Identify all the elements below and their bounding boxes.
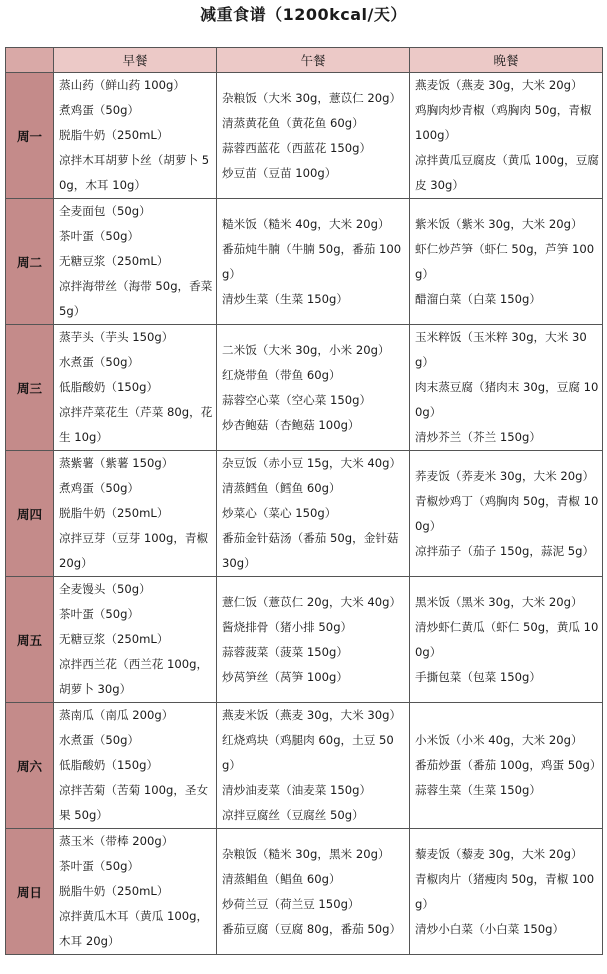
breakfast-cell	[54, 451, 217, 577]
meal-item: 番茄金针菇汤（番茄 50g，金针菇 30g）	[222, 531, 399, 570]
table-row	[6, 577, 603, 703]
meal-item: 蒜蓉菠菜（菠菜 150g）	[222, 644, 348, 659]
meal-item: 茶叶蛋（50g）	[59, 229, 140, 243]
meal-item: 清炒虾仁黄瓜（虾仁 50g，黄瓜 100g）	[415, 619, 599, 659]
meal-item: 黑米饭（黑米 30g，大米 20g）	[415, 594, 583, 609]
lunch-cell	[217, 73, 410, 199]
meal-item: 蒸芋头（芋头 150g）	[59, 330, 174, 344]
day-label: 周四	[6, 451, 54, 577]
meal-item: 水煮蛋（50g）	[59, 355, 140, 369]
meal-item: 清炒小白菜（小白菜 150g）	[415, 921, 565, 936]
meal-item: 二米饭（大米 30g，小米 20g）	[222, 342, 390, 357]
meal-item: 清炒芥兰（芥兰 150g）	[415, 430, 541, 444]
meal-item: 清炒油麦菜（油麦菜 150g）	[222, 783, 372, 797]
meal-item: 蒜蓉空心菜（空心菜 150g）	[222, 392, 372, 407]
header-dinner: 晚餐	[410, 48, 603, 73]
meal-item: 蒸南瓜（南瓜 200g）	[59, 708, 174, 722]
meal-item: 脱脂牛奶（250mL）	[59, 506, 169, 520]
meal-item: 薏仁饭（薏苡仁 20g，大米 40g）	[222, 594, 402, 609]
dinner-cell	[410, 199, 603, 325]
meal-item: 玉米粹饭（玉米粹 30g，大米 30g）	[415, 330, 587, 369]
meal-item: 低脂酸奶（150g）	[59, 758, 159, 772]
day-label: 周二	[6, 199, 54, 325]
meal-item: 清蒸黄花鱼（黄花鱼 60g）	[222, 115, 364, 130]
dinner-cell	[410, 829, 603, 955]
meal-item: 脱脂牛奶（250mL）	[59, 128, 169, 142]
lunch-cell	[217, 577, 410, 703]
meal-item: 脱脂牛奶（250mL）	[59, 884, 169, 898]
meal-item: 凉拌豆腐丝（豆腐丝 50g）	[222, 808, 364, 822]
dinner-cell	[410, 703, 603, 829]
lunch-cell	[217, 325, 410, 451]
lunch-cell	[217, 829, 410, 955]
day-label: 周日	[6, 829, 54, 955]
meal-item: 全麦面包（50g）	[59, 204, 151, 218]
meal-item: 虾仁炒芦笋（虾仁 50g，芦笋 100g）	[415, 241, 595, 281]
table-row	[6, 199, 603, 325]
meal-item: 凉拌芹菜花生（芹菜 80g，花生 10g）	[59, 405, 213, 444]
meal-item: 蒜蓉生菜（生菜 150g）	[415, 783, 541, 797]
day-label: 周三	[6, 325, 54, 451]
meal-item: 低脂酸奶（150g）	[59, 380, 159, 394]
meal-item: 醋溜白菜（白菜 150g）	[415, 291, 541, 306]
meal-item: 蒸紫薯（紫薯 150g）	[59, 456, 174, 470]
table-row	[6, 325, 603, 451]
meal-item: 杂粮饭（糙米 30g，黑米 20g）	[222, 846, 390, 861]
breakfast-cell	[54, 199, 217, 325]
meal-item: 燕麦饭（燕麦 30g，大米 20g）	[415, 78, 583, 92]
meal-item: 凉拌海带丝（海带 50g，香菜 5g）	[59, 279, 213, 318]
meal-item: 炒杏鲍菇（杏鲍菇 100g）	[222, 417, 360, 432]
dinner-cell	[410, 325, 603, 451]
meal-item: 炒莴笋丝（莴笋 100g）	[222, 669, 348, 684]
meal-item: 荞麦饭（荞麦米 30g，大米 20g）	[415, 468, 595, 483]
meal-item: 杂豆饭（赤小豆 15g，大米 40g）	[222, 456, 402, 470]
meal-item: 肉末蒸豆腐（猪肉末 30g，豆腐 100g）	[415, 380, 599, 419]
table-row	[6, 703, 603, 829]
lunch-cell	[217, 451, 410, 577]
dinner-cell	[410, 73, 603, 199]
meal-item: 全麦馒头（50g）	[59, 582, 151, 596]
meal-item: 红烧鸡块（鸡腿肉 60g，土豆 50g）	[222, 733, 394, 772]
dinner-cell	[410, 451, 603, 577]
meal-item: 无糖豆浆（250mL）	[59, 254, 169, 268]
meal-item: 青椒肉片（猪瘦肉 50g，青椒 100g）	[415, 871, 595, 911]
meal-item: 清蒸鲳鱼（鲳鱼 60g）	[222, 871, 341, 886]
meal-item: 燕麦米饭（燕麦 30g，大米 30g）	[222, 708, 402, 722]
meal-item: 番茄炖牛腩（牛腩 50g，番茄 100g）	[222, 241, 402, 281]
table-row	[6, 829, 603, 955]
meal-item: 水煮蛋（50g）	[59, 733, 140, 747]
meal-item: 蒸山药（鲜山药 100g）	[59, 78, 185, 92]
meal-plan-table	[5, 47, 603, 955]
meal-item: 炒荷兰豆（荷兰豆 150g）	[222, 896, 360, 911]
meal-item: 杂粮饭（大米 30g，薏苡仁 20g）	[222, 90, 402, 105]
header-lunch: 午餐	[217, 48, 410, 73]
header-row	[6, 48, 603, 73]
meal-item: 清蒸鳕鱼（鳕鱼 60g）	[222, 481, 341, 495]
breakfast-cell	[54, 325, 217, 451]
day-label: 周一	[6, 73, 54, 199]
meal-item: 凉拌豆芽（豆芽 100g，青椒 20g）	[59, 531, 209, 570]
meal-item: 煮鸡蛋（50g）	[59, 481, 140, 495]
meal-item: 手撕包菜（包菜 150g）	[415, 669, 541, 684]
dinner-cell	[410, 577, 603, 703]
meal-item: 无糖豆浆（250mL）	[59, 632, 169, 646]
meal-item: 凉拌木耳胡萝卜丝（胡萝卜 50g，木耳 10g）	[59, 153, 210, 192]
meal-item: 茶叶蛋（50g）	[59, 607, 140, 621]
meal-item: 红烧带鱼（带鱼 60g）	[222, 367, 341, 382]
corner-cell	[6, 48, 54, 73]
meal-item: 茶叶蛋（50g）	[59, 859, 140, 873]
meal-item: 藜麦饭（藜麦 30g，大米 20g）	[415, 846, 583, 861]
breakfast-cell	[54, 577, 217, 703]
meal-item: 青椒炒鸡丁（鸡胸肉 50g，青椒 100g）	[415, 493, 599, 533]
day-label: 周六	[6, 703, 54, 829]
meal-item: 凉拌西兰花（西兰花 100g，胡萝卜 30g）	[59, 657, 209, 696]
meal-item: 蒸玉米（带棒 200g）	[59, 834, 174, 848]
day-label: 周五	[6, 577, 54, 703]
meal-item: 凉拌茄子（茄子 150g，蒜泥 5g）	[415, 543, 595, 558]
meal-item: 煮鸡蛋（50g）	[59, 103, 140, 117]
breakfast-cell	[54, 829, 217, 955]
table-row	[6, 451, 603, 577]
meal-item: 紫米饭（紫米 30g，大米 20g）	[415, 216, 583, 231]
meal-item: 糙米饭（糙米 40g，大米 20g）	[222, 216, 390, 231]
meal-item: 酱烧排骨（猪小排 50g）	[222, 619, 353, 634]
meal-item: 蒜蓉西蓝花（西蓝花 150g）	[222, 140, 372, 155]
header-breakfast: 早餐	[54, 48, 217, 73]
table-row	[6, 73, 603, 199]
meal-item: 鸡胸肉炒青椒（鸡胸肉 50g，青椒 100g）	[415, 103, 592, 142]
lunch-cell	[217, 703, 410, 829]
meal-item: 炒菜心（菜心 150g）	[222, 506, 337, 520]
meal-item: 小米饭（小米 40g，大米 20g）	[415, 733, 583, 747]
meal-item: 番茄炒蛋（番茄 100g，鸡蛋 50g）	[415, 758, 602, 772]
meal-item: 凉拌黄瓜豆腐皮（黄瓜 100g，豆腐皮 30g）	[415, 153, 599, 192]
meal-item: 清炒生菜（生菜 150g）	[222, 291, 348, 306]
page-title: 减重食谱（1200kcal/天）	[200, 5, 407, 24]
breakfast-cell	[54, 73, 217, 199]
meal-item: 凉拌苦菊（苦菊 100g，圣女果 50g）	[59, 783, 209, 822]
meal-item: 番茄豆腐（豆腐 80g，番茄 50g）	[222, 921, 402, 936]
meal-item: 凉拌黄瓜木耳（黄瓜 100g，木耳 20g）	[59, 909, 209, 948]
meal-item: 炒豆苗（豆苗 100g）	[222, 165, 337, 180]
breakfast-cell	[54, 703, 217, 829]
lunch-cell	[217, 199, 410, 325]
